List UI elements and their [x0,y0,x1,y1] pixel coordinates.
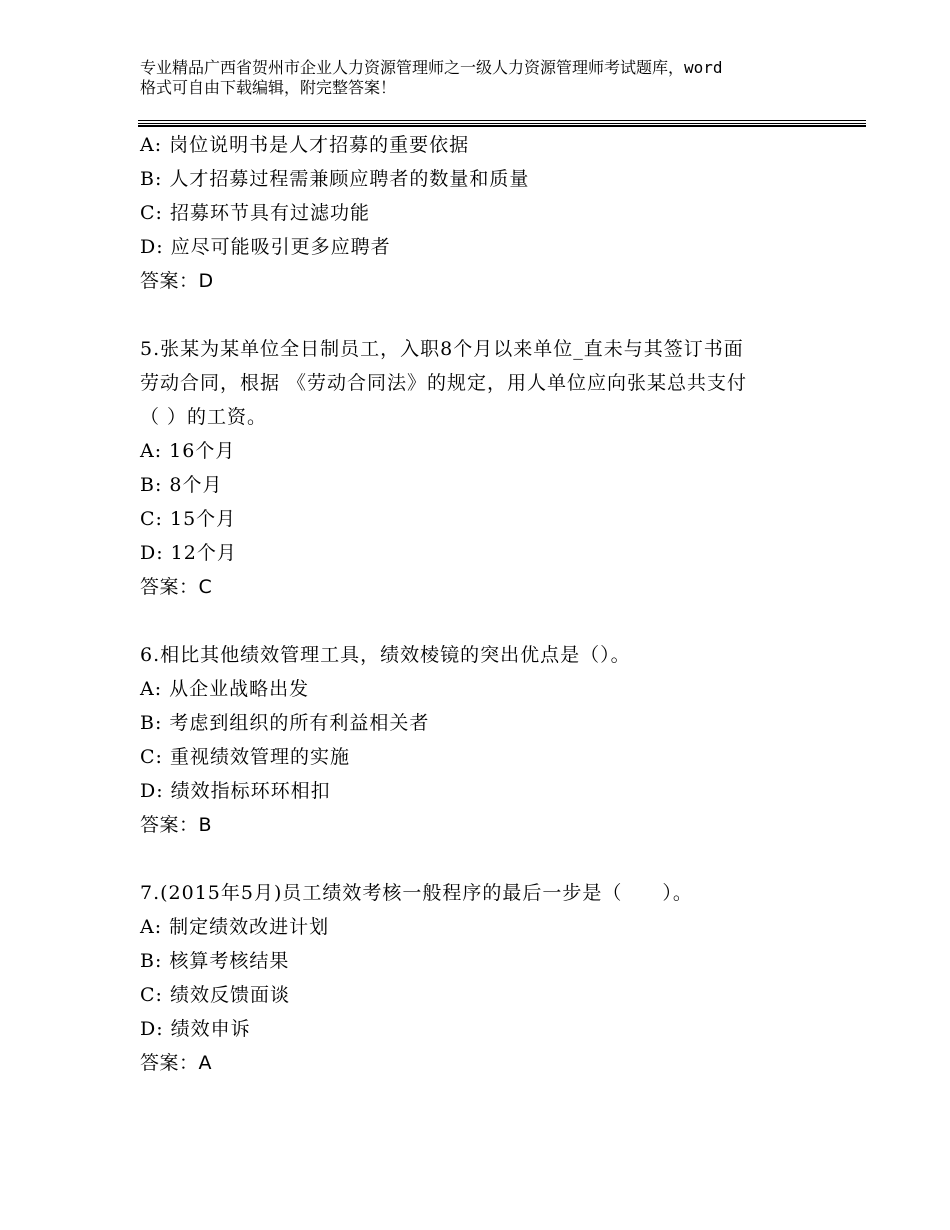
option-a: A: 制定绩效改进计划 [140,916,330,938]
question-5 [140,332,840,604]
document-body [140,128,840,1080]
spacer [140,298,840,332]
answer: 答案：A [140,1052,212,1074]
option-d: D: 应尽可能吸引更多应聘者 [140,236,391,258]
option-c: C: 招募环节具有过滤功能 [140,202,370,224]
option-a: A: 从企业战略出发 [140,678,310,700]
question-stem: 劳动合同，根据 《劳动合同法》的规定，用人单位应向张某总共支付 [140,372,748,394]
question-stem: （ ）的工资。 [140,406,268,428]
option-d: D: 绩效指标环环相扣 [140,780,331,802]
question-stem: 7.(2015年5月)员工绩效考核一般程序的最后一步是（ ）。 [140,882,693,904]
option-d: D: 12个月 [140,542,237,564]
option-d: D: 绩效申诉 [140,1018,251,1040]
answer: 答案：C [140,576,213,598]
question-stem: 5.张某为某单位全日制员工，入职8个月以来单位_直未与其签订书面 [140,338,744,360]
option-b: B: 考虑到组织的所有利益相关者 [140,712,430,734]
answer: 答案：D [140,270,214,292]
option-c: C: 绩效反馈面谈 [140,984,290,1006]
option-a: A: 16个月 [140,440,236,462]
header-rule-thick [138,125,866,127]
option-b: B: 人才招募过程需兼顾应聘者的数量和质量 [140,168,530,190]
option-b: B: 8个月 [140,474,223,496]
answer: 答案：B [140,814,213,836]
option-c: C: 15个月 [140,508,237,530]
question-stem: 6.相比其他绩效管理工具，绩效棱镜的突出优点是（）。 [140,644,631,666]
option-b: B: 核算考核结果 [140,950,290,972]
option-c: C: 重视绩效管理的实施 [140,746,350,768]
header-rule-thin-1 [138,120,866,121]
spacer [140,604,840,638]
header-line-1: 专业精品广西省贺州市企业人力资源管理师之一级人力资源管理师考试题库，word [140,58,723,77]
header-line-2: 格式可自由下载编辑，附完整答案！ [140,78,397,97]
question-4 [140,128,840,298]
spacer [140,842,840,876]
option-a: A: 岗位说明书是人才招募的重要依据 [140,134,470,156]
document-header [140,58,840,98]
question-7 [140,876,840,1080]
question-6 [140,638,840,842]
header-rule-thin-2 [138,123,866,124]
